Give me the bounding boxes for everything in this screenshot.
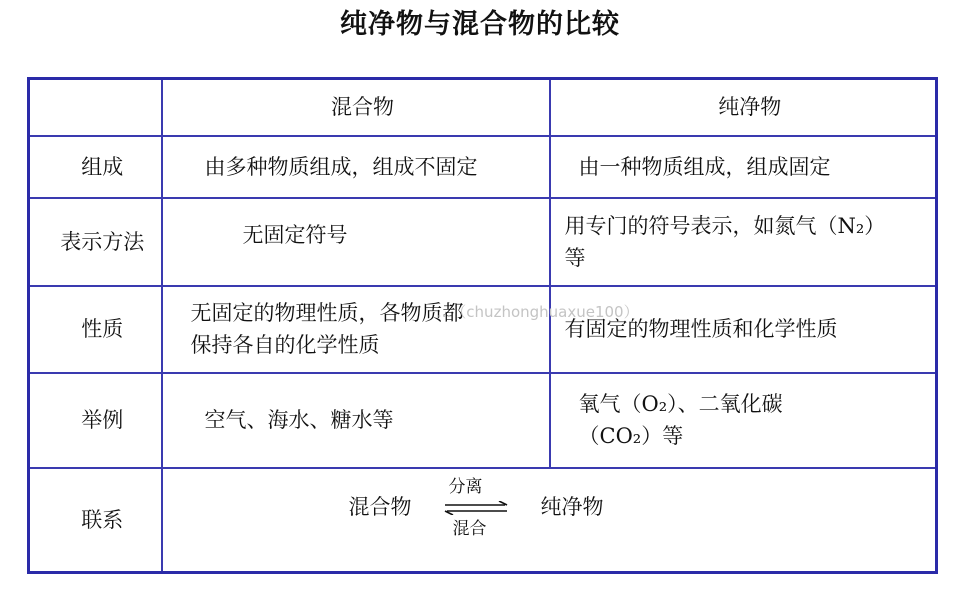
cell-text: 有固定的物理性质和化学性质: [564, 317, 838, 341]
relation-upper-label: 分离: [448, 476, 483, 497]
cell-mixture-examples: [162, 373, 550, 468]
relation-right-label: 纯净物: [540, 494, 604, 519]
cell-text: 由一种物质组成，组成固定: [578, 154, 831, 179]
relation-diagram: [163, 469, 936, 572]
comparison-table: [27, 77, 938, 574]
cell-text: 由多种物质组成，组成不固定: [204, 154, 478, 179]
cell-mixture-composition: [162, 136, 550, 198]
relation-lower-label: 混合: [452, 518, 487, 539]
cell-text-line1: 用专门的符号表示，如氮气（N₂）: [564, 213, 886, 238]
row-head-composition: 组成: [29, 136, 162, 198]
table-row: [29, 373, 937, 468]
table-row: [29, 198, 937, 286]
cell-relation: [162, 468, 937, 573]
row-head-relation: 联系: [29, 468, 162, 573]
cell-pure-examples: [550, 373, 937, 468]
header-pure: 纯净物: [550, 79, 937, 136]
header-mixture: 混合物: [162, 79, 550, 136]
cell-pure-properties: [550, 286, 937, 373]
table-row: [29, 468, 937, 573]
row-head-examples: 举例: [29, 373, 162, 468]
cell-text: 空气、海水、糖水等: [204, 408, 394, 432]
cell-text-line2: 保持各自的化学性质: [190, 333, 380, 357]
header-empty-cell: [29, 79, 162, 136]
cell-pure-representation: [550, 198, 937, 286]
table-row: [29, 136, 937, 198]
cell-text-line1: 无固定的物理性质，各物质都: [190, 301, 464, 325]
table-header-row: [29, 79, 937, 136]
row-head-representation: 表示方法: [29, 198, 162, 286]
cell-mixture-properties: [162, 286, 550, 373]
page-title: 纯净物与混合物的比较: [340, 9, 620, 40]
watermark: ...（chuzhonghuaxue100）: [437, 303, 639, 321]
cell-text: 无固定符号: [242, 222, 348, 247]
relation-left-label: 混合物: [348, 494, 412, 519]
cell-text-line2: 等: [564, 245, 586, 270]
cell-mixture-representation: [162, 198, 550, 286]
cell-text-line1: 氧气（O₂）、二氧化碳: [578, 392, 783, 416]
row-head-properties: 性质: [29, 286, 162, 373]
cell-text-line2: （CO₂）等: [578, 424, 684, 448]
cell-pure-composition: [550, 136, 937, 198]
table-row: [29, 286, 937, 373]
